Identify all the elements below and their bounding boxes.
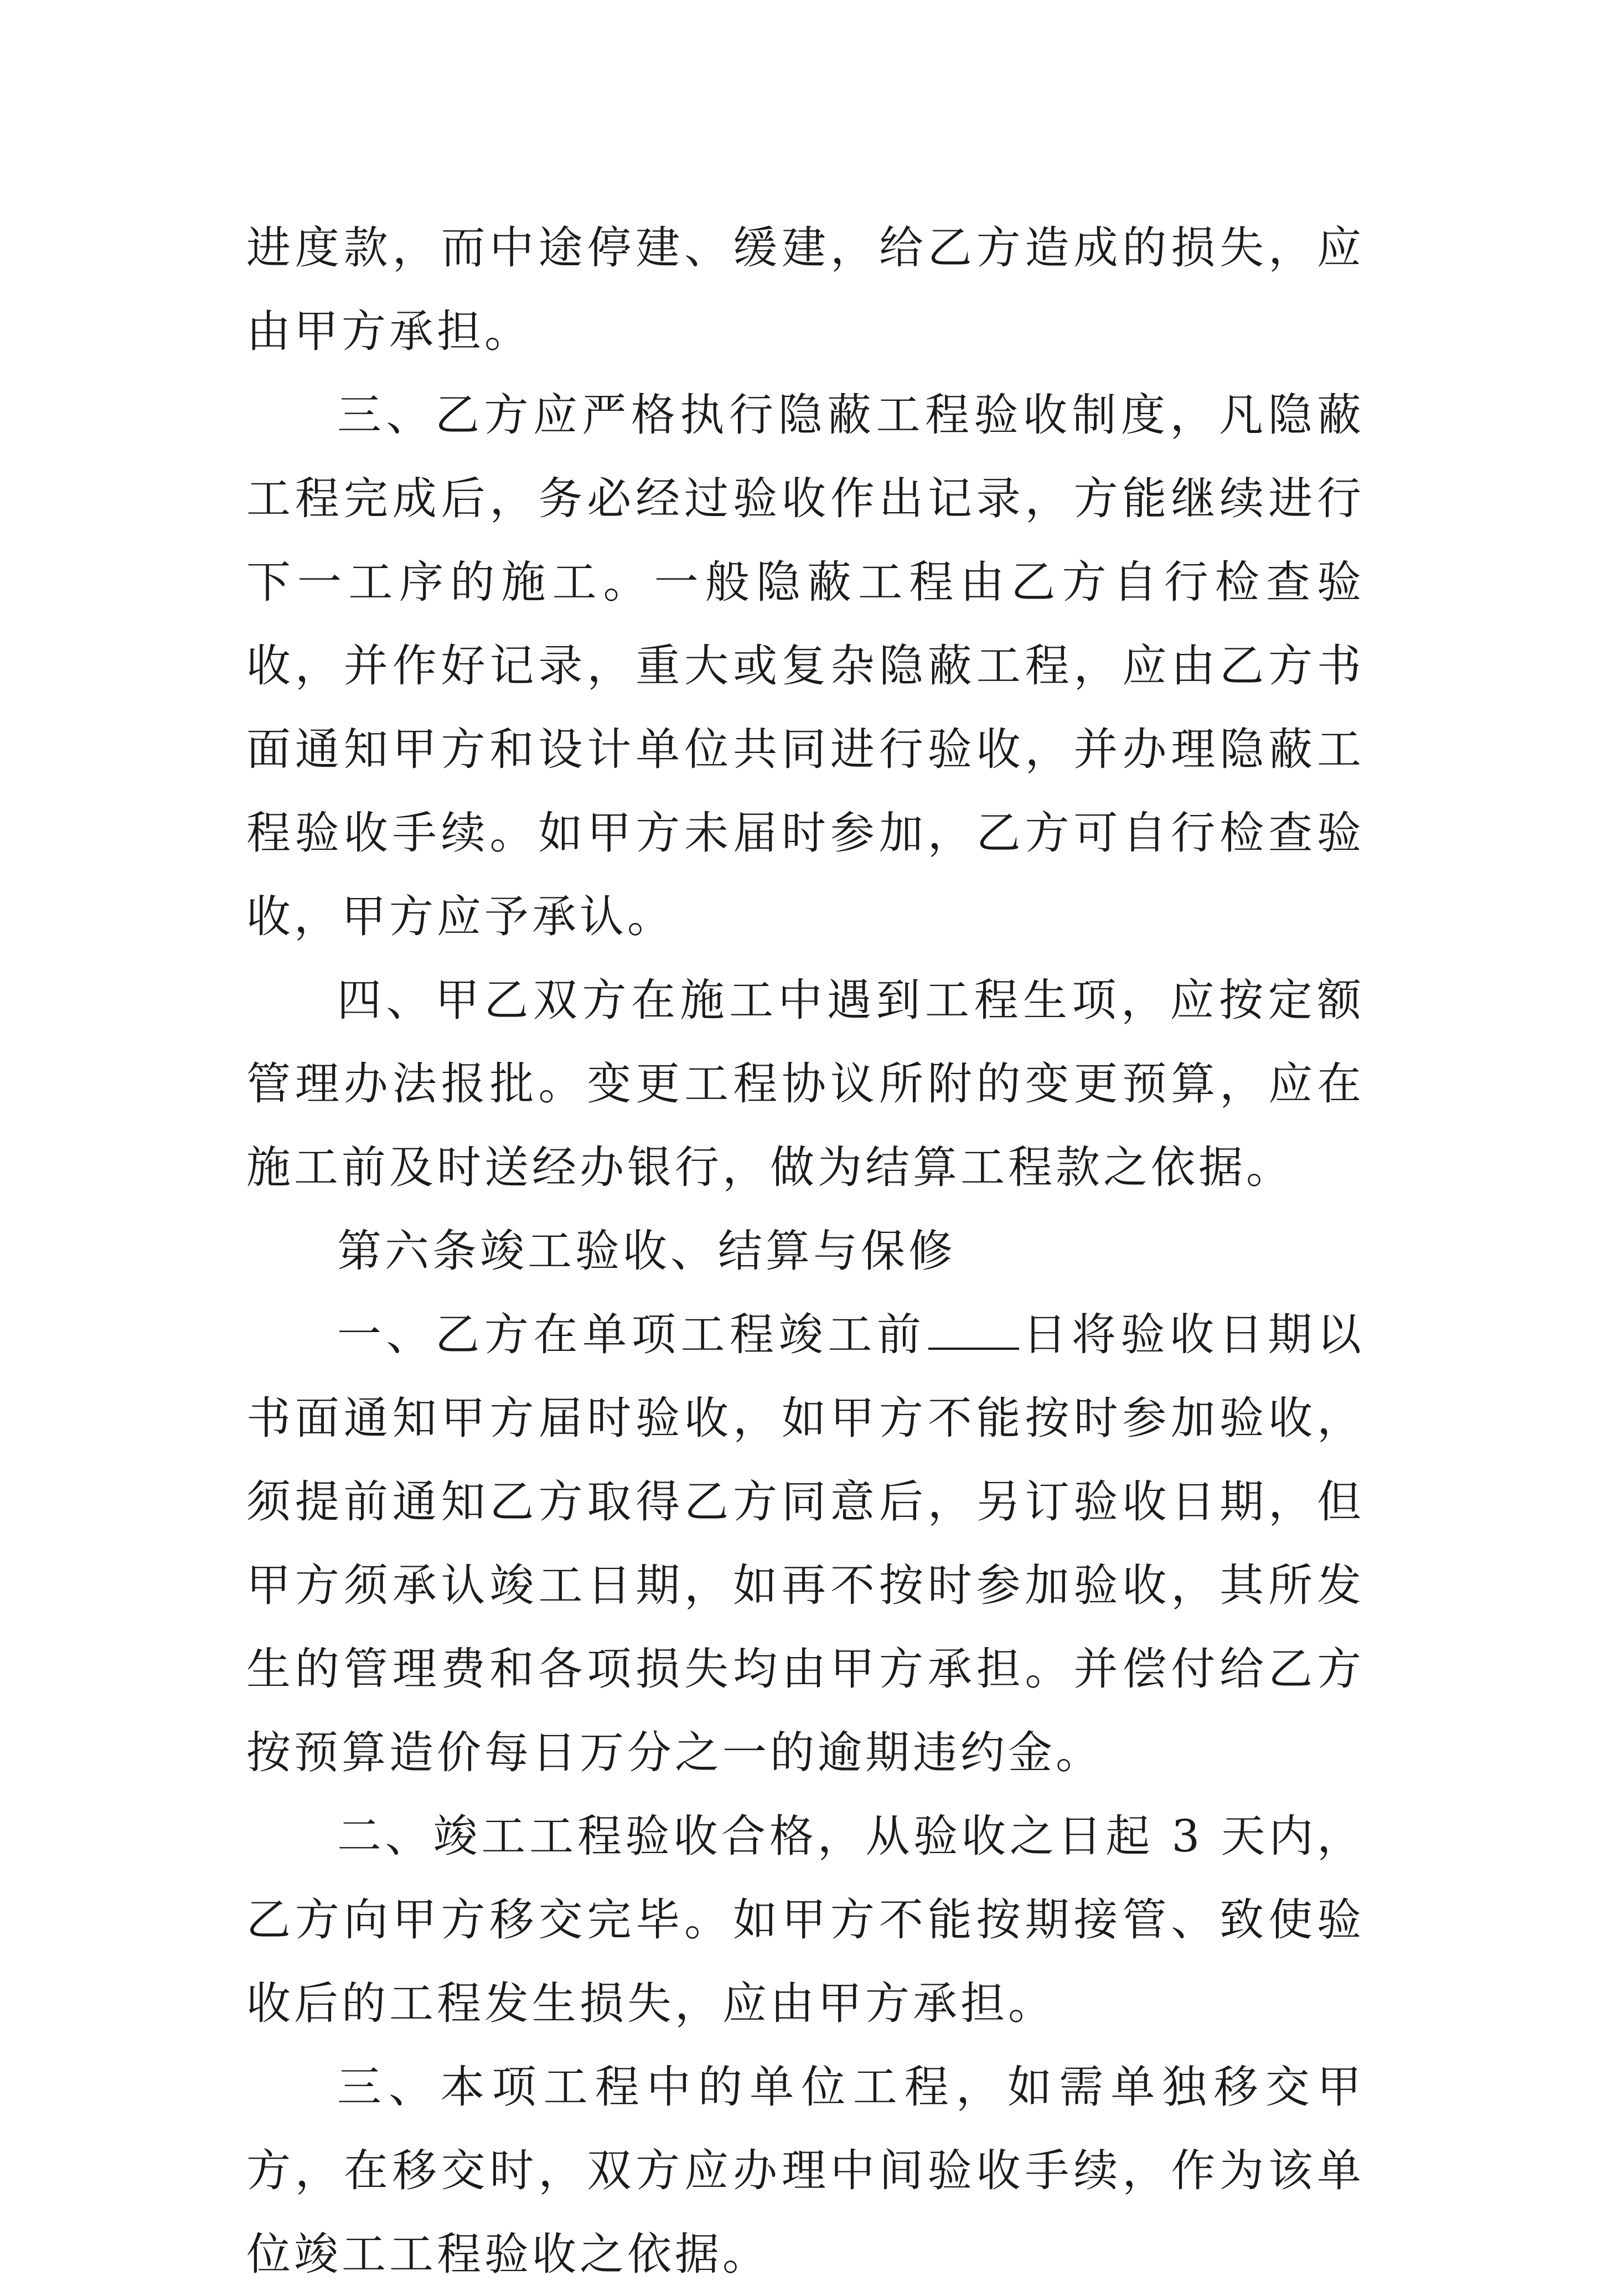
paragraph-text-before-blank: 一、乙方在单项工程竣工前 [337, 1309, 926, 1360]
paragraph-handover: 二、竣工工程验收合格，从验收之日起 3 天内，乙方向甲方移交完毕。如甲方不能按期接管、致使验收后的工程发生损失，应由甲方承担。 [246, 1810, 1365, 2029]
section-heading-article-6: 第六条竣工验收、结算与保修 [337, 1225, 956, 1277]
fill-in-blank-days [928, 1309, 1019, 1350]
document-body [246, 206, 1365, 2296]
paragraph-change-approval: 四、甲乙双方在施工中遇到工程生项，应按定额管理办法报批。变更工程协议所附的变更预算，应在施工前及时送经办银行，做为结算工程款之依据。 [246, 974, 1365, 1193]
paragraph-continuation: 进度款，而中途停建、缓建，给乙方造成的损失，应由甲方承担。 [246, 222, 1365, 357]
paragraph-unit-works-handover: 三、本项工程中的单位工程，如需单独移交甲方，在移交时，双方应办理中间验收手续，作为该单位竣工工程验收之依据。 [246, 2061, 1365, 2280]
paragraph-completion-acceptance [246, 1293, 1365, 1794]
paragraph-concealed-works-inspection: 三、乙方应严格执行隐蔽工程验收制度，凡隐蔽工程完成后，务必经过验收作出记录，方能继续进行下一工序的施工。一般隐蔽工程由乙方自行检查验收，并作好记录，重大或复杂隐蔽工程，应由乙方书面通知甲方和设计单位共同进行验收，并办理隐蔽工程验收手续。如甲方未届时参加，乙方可自行检查验收，甲方应予承认。 [246, 389, 1365, 942]
paragraph-text-after-blank: 日将验收日期以书面通知甲方届时验收，如甲方不能按时参加验收，须提前通知乙方取得乙方同意后，另订验收日期，但甲方须承认竣工日期，如再不按时参加验收，其所发生的管理费和各项损失均由甲方承担。并偿付给乙方按预算造价每日万分之一的逾期违约金。 [246, 1309, 1365, 1778]
